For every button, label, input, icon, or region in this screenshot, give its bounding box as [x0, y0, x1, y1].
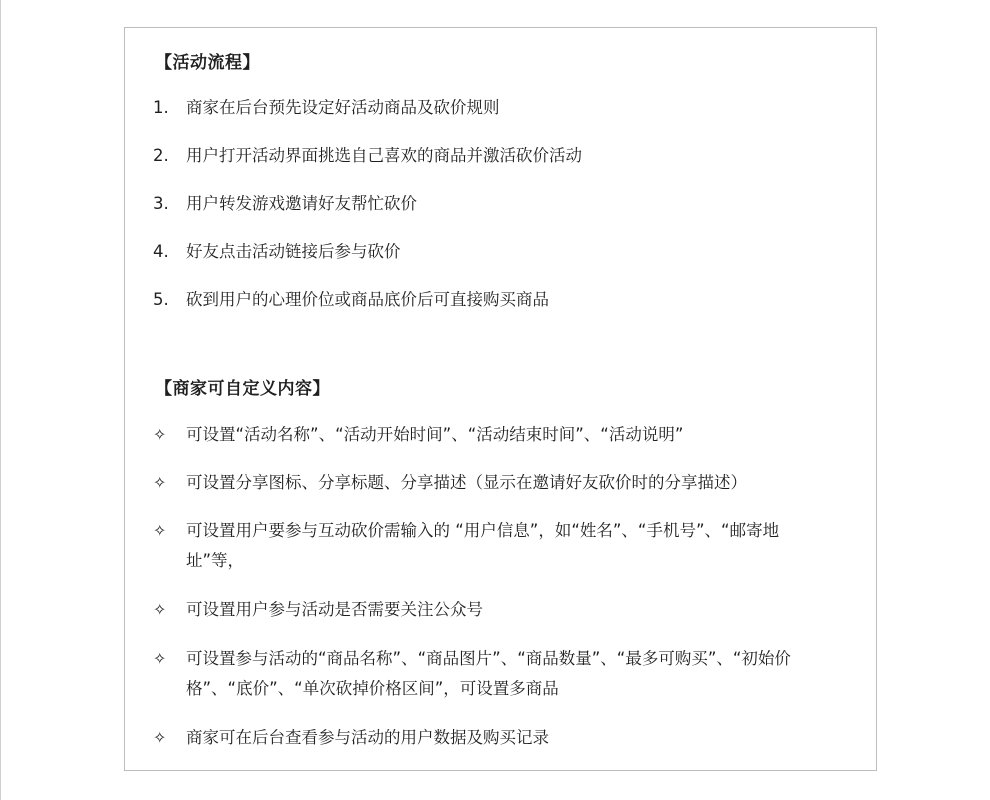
- custom-item: [153, 468, 843, 498]
- custom-item-text: 可设置“活动名称”、“活动开始时间”、“活动结束时间”、“活动说明”: [186, 425, 684, 444]
- process-step: [153, 285, 843, 315]
- step-number: 2.: [153, 146, 169, 165]
- custom-item: [153, 420, 843, 450]
- custom-item-text: 可设置参与活动的“商品名称”、“商品图片”、“商品数量”、“最多可购买”、“初始价格”、“底价”、“单次砍掉价格区间”，可设置多商品: [186, 649, 791, 698]
- diamond-bullet-icon: ✧: [153, 728, 167, 747]
- custom-item-text: 可设置用户参与活动是否需要关注公众号: [186, 600, 483, 619]
- step-text: 砍到用户的心理价位或商品底价后可直接购买商品: [186, 290, 549, 309]
- custom-item: [153, 723, 843, 753]
- process-step: [153, 93, 843, 123]
- custom-item: [153, 516, 798, 576]
- process-step: [153, 237, 843, 267]
- diamond-bullet-icon: ✧: [153, 649, 167, 668]
- custom-item-text: 商家可在后台查看参与活动的用户数据及购买记录: [186, 728, 549, 747]
- step-number: 4.: [153, 242, 169, 261]
- step-number: 3.: [153, 194, 169, 213]
- section-title-process: 【活动流程】: [155, 53, 260, 73]
- diamond-bullet-icon: ✧: [153, 600, 167, 619]
- step-number: 5.: [153, 290, 169, 309]
- step-text: 用户打开活动界面挑选自己喜欢的商品并激活砍价活动: [186, 146, 582, 165]
- step-text: 好友点击活动链接后参与砍价: [186, 242, 401, 261]
- section-title-custom: 【商家可自定义内容】: [155, 379, 330, 399]
- page-edge: [0, 0, 1, 800]
- step-number: 1.: [153, 98, 169, 117]
- custom-item-text: 可设置分享图标、分享标题、分享描述（显示在邀请好友砍价时的分享描述）: [186, 473, 747, 492]
- custom-item: [153, 644, 813, 704]
- diamond-bullet-icon: ✧: [153, 521, 167, 540]
- step-text: 用户转发游戏邀请好友帮忙砍价: [186, 194, 417, 213]
- diamond-bullet-icon: ✧: [153, 425, 167, 444]
- custom-item: [153, 595, 843, 625]
- process-step: [153, 189, 843, 219]
- step-text: 商家在后台预先设定好活动商品及砍价规则: [186, 98, 500, 117]
- document-panel: [124, 27, 877, 771]
- process-step: [153, 141, 843, 171]
- custom-item-text: 可设置用户要参与互动砍价需输入的 “用户信息”，如“姓名”、“手机号”、“邮寄地址”等，: [186, 521, 780, 570]
- diamond-bullet-icon: ✧: [153, 473, 167, 492]
